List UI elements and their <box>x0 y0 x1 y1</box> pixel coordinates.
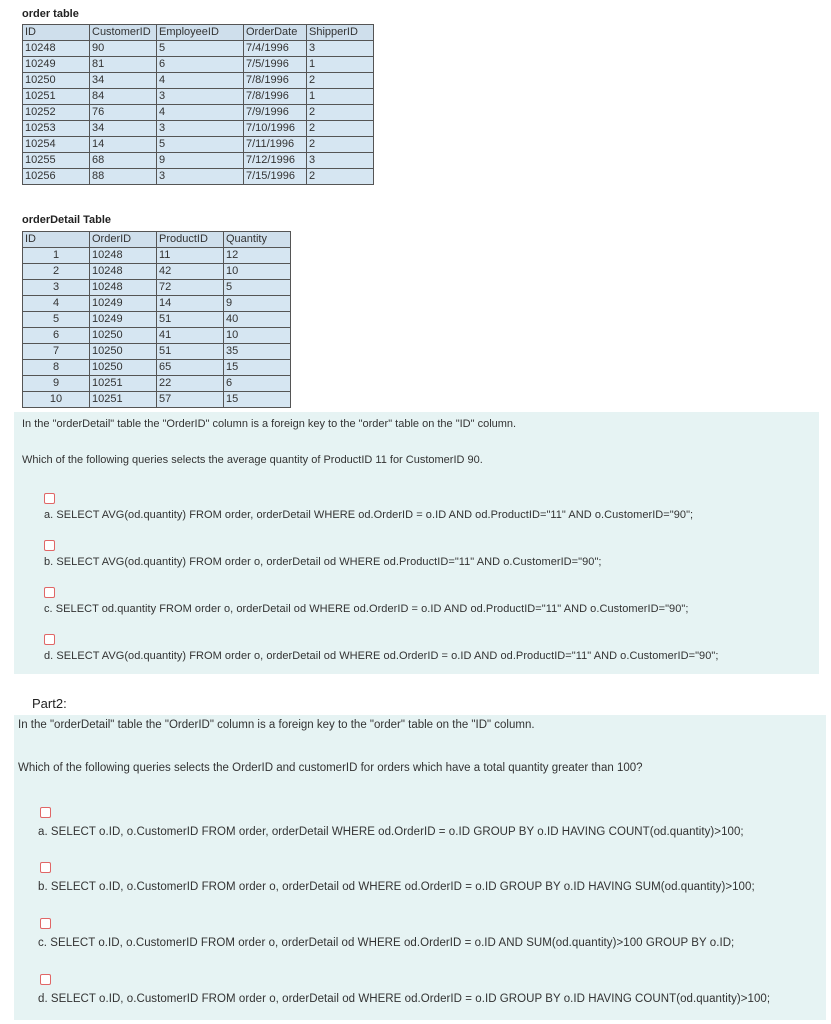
order-table-cell: 88 <box>90 169 157 185</box>
detail-table-row <box>23 280 291 296</box>
order-table-cell: 6 <box>157 57 244 73</box>
order-table-cell: 7/8/1996 <box>244 73 307 89</box>
order-table-cell: 84 <box>90 89 157 105</box>
detail-table-cell: 10250 <box>90 344 157 360</box>
detail-table-cell: 6 <box>224 376 291 392</box>
part2-option-b[interactable]: b. SELECT o.ID, o.CustomerID FROM order o, orderDetail od WHERE od.OrderID = o.ID GROUP BY o.ID HAVING SUM(od.quantity)>100; <box>38 881 755 893</box>
detail-table-cell: 10 <box>23 392 90 408</box>
order-table-cell: 10251 <box>23 89 90 105</box>
order-table-cell: 2 <box>307 137 374 153</box>
detail-table-cell: 35 <box>224 344 291 360</box>
detail-table-row <box>23 360 291 376</box>
order-table-cell: 9 <box>157 153 244 169</box>
order-table-cell: 34 <box>90 121 157 137</box>
order-table-title: order table <box>22 8 79 20</box>
order-table-cell: 4 <box>157 105 244 121</box>
part2-option-d-checkbox[interactable] <box>40 974 51 985</box>
order-detail-table <box>22 231 291 408</box>
order-table <box>22 24 374 185</box>
detail-table-cell: 10248 <box>90 248 157 264</box>
part1-panel <box>14 412 819 674</box>
detail-table-cell: 10251 <box>90 376 157 392</box>
order-table-cell: 1 <box>307 89 374 105</box>
detail-table-cell: 65 <box>157 360 224 376</box>
part2-question: Which of the following queries selects the OrderID and customerID for orders which have a total quantity greater than 100? <box>18 762 643 774</box>
order-table-header-cell: OrderDate <box>244 25 307 41</box>
order-table-cell: 7/11/1996 <box>244 137 307 153</box>
order-table-cell: 2 <box>307 169 374 185</box>
detail-table-cell: 12 <box>224 248 291 264</box>
detail-table-cell: 3 <box>23 280 90 296</box>
part2-foreign-key-note: In the "orderDetail" table the "OrderID" column is a foreign key to the "order" table on the "ID" column. <box>18 719 535 731</box>
order-table-cell: 7/9/1996 <box>244 105 307 121</box>
detail-table-row <box>23 328 291 344</box>
detail-table-cell: 10 <box>224 328 291 344</box>
order-table-cell: 5 <box>157 137 244 153</box>
order-table-cell: 3 <box>307 153 374 169</box>
part2-option-b-checkbox[interactable] <box>40 862 51 873</box>
detail-table-cell: 15 <box>224 360 291 376</box>
detail-table-cell: 5 <box>224 280 291 296</box>
detail-table-cell: 42 <box>157 264 224 280</box>
order-table-header-cell: EmployeeID <box>157 25 244 41</box>
order-table-cell: 81 <box>90 57 157 73</box>
part2-label: Part2: <box>32 696 67 711</box>
order-table-cell: 2 <box>307 73 374 89</box>
order-table-cell: 10248 <box>23 41 90 57</box>
order-table-cell: 3 <box>157 121 244 137</box>
detail-table-cell: 10249 <box>90 312 157 328</box>
detail-table-header-cell: OrderID <box>90 232 157 248</box>
detail-table-cell: 10250 <box>90 360 157 376</box>
part2-option-c[interactable]: c. SELECT o.ID, o.CustomerID FROM order o, orderDetail od WHERE od.OrderID = o.ID AND SUM(od.quantity)>100 GROUP BY o.ID; <box>38 937 735 949</box>
order-table-row <box>23 89 374 105</box>
order-table-row <box>23 73 374 89</box>
part2-option-a-checkbox[interactable] <box>40 807 51 818</box>
order-table-cell: 3 <box>307 41 374 57</box>
order-table-cell: 7/5/1996 <box>244 57 307 73</box>
part1-option-d-checkbox[interactable] <box>44 634 55 645</box>
detail-table-row <box>23 392 291 408</box>
detail-table-row <box>23 376 291 392</box>
order-table-cell: 2 <box>307 121 374 137</box>
order-table-cell: 7/15/1996 <box>244 169 307 185</box>
order-table-cell: 1 <box>307 57 374 73</box>
detail-table-cell: 40 <box>224 312 291 328</box>
detail-table-cell: 51 <box>157 344 224 360</box>
order-table-cell: 34 <box>90 73 157 89</box>
detail-table-cell: 41 <box>157 328 224 344</box>
order-table-cell: 76 <box>90 105 157 121</box>
detail-table-cell: 5 <box>23 312 90 328</box>
order-table-row <box>23 169 374 185</box>
detail-table-cell: 10250 <box>90 328 157 344</box>
order-table-row <box>23 41 374 57</box>
detail-table-cell: 10248 <box>90 280 157 296</box>
detail-table-cell: 11 <box>157 248 224 264</box>
order-table-cell: 90 <box>90 41 157 57</box>
order-table-header-row <box>23 25 374 41</box>
order-table-cell: 7/8/1996 <box>244 89 307 105</box>
order-table-header-cell: ShipperID <box>307 25 374 41</box>
detail-table-row <box>23 296 291 312</box>
order-table-cell: 10256 <box>23 169 90 185</box>
detail-table-cell: 1 <box>23 248 90 264</box>
order-table-cell: 7/10/1996 <box>244 121 307 137</box>
part1-option-b-checkbox[interactable] <box>44 540 55 551</box>
order-table-cell: 68 <box>90 153 157 169</box>
order-table-header-cell: CustomerID <box>90 25 157 41</box>
detail-table-cell: 10249 <box>90 296 157 312</box>
order-table-cell: 10252 <box>23 105 90 121</box>
part1-option-c[interactable]: c. SELECT od.quantity FROM order o, orderDetail od WHERE od.OrderID = o.ID AND od.ProductID="11" AND o.CustomerID="90"; <box>44 603 689 615</box>
part1-option-a[interactable]: a. SELECT AVG(od.quantity) FROM order, orderDetail WHERE od.OrderID = o.ID AND od.ProductID="11" AND o.CustomerID="90"; <box>44 509 694 521</box>
detail-table-header-cell: ProductID <box>157 232 224 248</box>
part2-option-c-checkbox[interactable] <box>40 918 51 929</box>
order-table-cell: 10250 <box>23 73 90 89</box>
part1-question: Which of the following queries selects the average quantity of ProductID 11 for CustomerID 90. <box>22 454 483 466</box>
order-table-cell: 10254 <box>23 137 90 153</box>
detail-table-row <box>23 344 291 360</box>
detail-table-row <box>23 248 291 264</box>
detail-table-cell: 7 <box>23 344 90 360</box>
part2-option-d[interactable]: d. SELECT o.ID, o.CustomerID FROM order o, orderDetail od WHERE od.OrderID = o.ID GROUP BY o.ID HAVING COUNT(od.quantity)>100; <box>38 993 771 1005</box>
order-table-row <box>23 137 374 153</box>
detail-table-cell: 14 <box>157 296 224 312</box>
detail-table-header-cell: Quantity <box>224 232 291 248</box>
detail-table-header-row <box>23 232 291 248</box>
part2-option-a[interactable]: a. SELECT o.ID, o.CustomerID FROM order, orderDetail WHERE od.OrderID = o.ID GROUP BY o.ID HAVING COUNT(od.quantity)>100; <box>38 826 744 838</box>
order-table-cell: 7/12/1996 <box>244 153 307 169</box>
detail-table-cell: 9 <box>23 376 90 392</box>
order-table-cell: 3 <box>157 169 244 185</box>
order-table-cell: 10255 <box>23 153 90 169</box>
detail-table-header-cell: ID <box>23 232 90 248</box>
detail-table-cell: 4 <box>23 296 90 312</box>
part1-option-a-checkbox[interactable] <box>44 493 55 504</box>
detail-table-cell: 2 <box>23 264 90 280</box>
order-table-cell: 3 <box>157 89 244 105</box>
part1-option-b[interactable]: b. SELECT AVG(od.quantity) FROM order o, orderDetail od WHERE od.ProductID="11" AND o.CustomerID="90"; <box>44 556 602 568</box>
order-table-row <box>23 57 374 73</box>
detail-table-cell: 22 <box>157 376 224 392</box>
order-table-cell: 10253 <box>23 121 90 137</box>
detail-table-cell: 8 <box>23 360 90 376</box>
order-table-cell: 4 <box>157 73 244 89</box>
detail-table-cell: 72 <box>157 280 224 296</box>
part1-option-d[interactable]: d. SELECT AVG(od.quantity) FROM order o, orderDetail od WHERE od.OrderID = o.ID AND od.ProductID="11" AND o.CustomerID="90"; <box>44 650 719 662</box>
order-table-row <box>23 121 374 137</box>
part2-panel <box>14 715 826 1020</box>
detail-table-cell: 6 <box>23 328 90 344</box>
detail-table-cell: 51 <box>157 312 224 328</box>
detail-table-title: orderDetail Table <box>22 214 112 226</box>
detail-table-cell: 57 <box>157 392 224 408</box>
order-table-row <box>23 153 374 169</box>
order-table-row <box>23 105 374 121</box>
order-table-header-cell: ID <box>23 25 90 41</box>
detail-table-cell: 10251 <box>90 392 157 408</box>
part1-option-c-checkbox[interactable] <box>44 587 55 598</box>
detail-table-row <box>23 312 291 328</box>
part1-foreign-key-note: In the "orderDetail" table the "OrderID" column is a foreign key to the "order" table on the "ID" column. <box>22 418 517 430</box>
detail-table-cell: 10248 <box>90 264 157 280</box>
order-table-cell: 2 <box>307 105 374 121</box>
detail-table-cell: 9 <box>224 296 291 312</box>
order-table-cell: 5 <box>157 41 244 57</box>
order-table-cell: 7/4/1996 <box>244 41 307 57</box>
detail-table-cell: 15 <box>224 392 291 408</box>
detail-table-row <box>23 264 291 280</box>
order-table-cell: 14 <box>90 137 157 153</box>
order-table-cell: 10249 <box>23 57 90 73</box>
detail-table-cell: 10 <box>224 264 291 280</box>
